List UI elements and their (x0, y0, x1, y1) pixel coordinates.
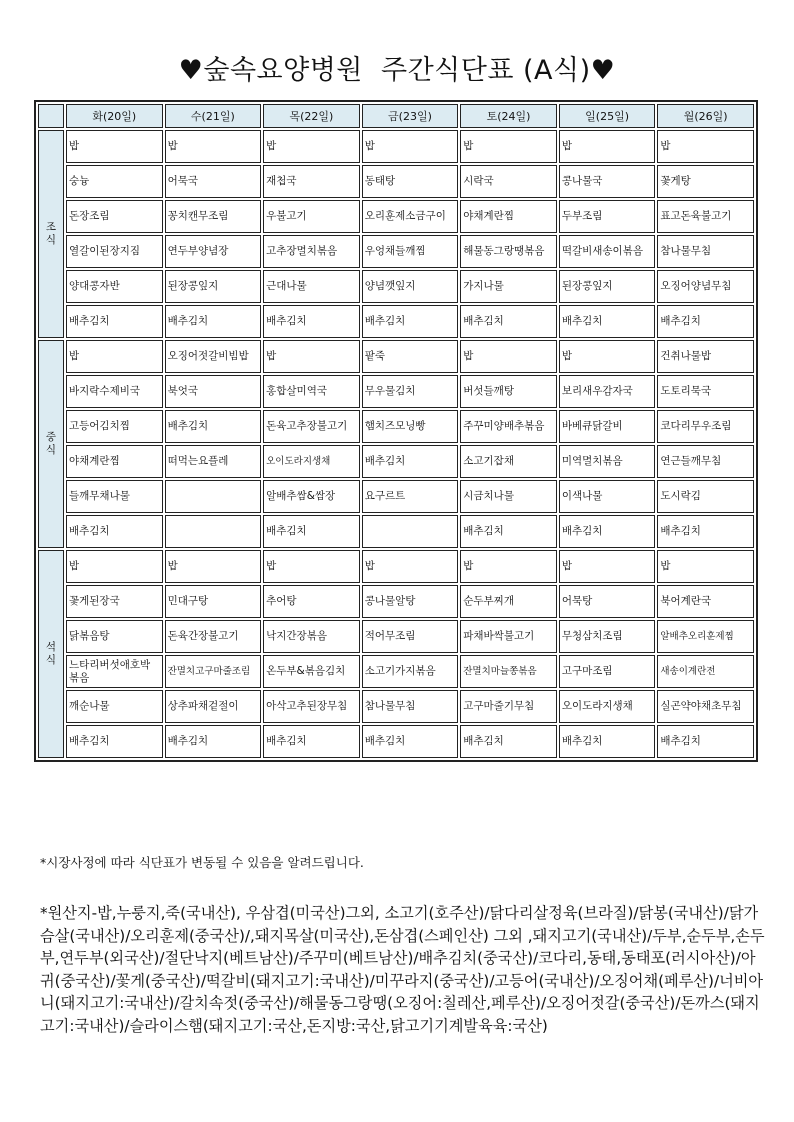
menu-cell: 추어탕 (263, 585, 360, 618)
menu-cell: 된장콩잎지 (165, 270, 262, 303)
menu-cell: 배추김치 (263, 305, 360, 338)
menu-cell: 밥 (263, 340, 360, 373)
menu-cell: 도토리묵국 (657, 375, 754, 408)
menu-cell: 상추파채겉절이 (165, 690, 262, 723)
menu-cell: 잔멸치마늘쫑볶음 (460, 655, 557, 688)
menu-cell: 오이도라지생채 (559, 690, 656, 723)
menu-cell: 파채바싹불고기 (460, 620, 557, 653)
day-header: 토(24일) (460, 104, 557, 128)
meal-label (38, 340, 64, 548)
meal-label-bottom: 식 (45, 234, 57, 246)
menu-cell: 소고기잡채 (460, 445, 557, 478)
menu-cell: 밥 (460, 340, 557, 373)
menu-row (38, 235, 754, 268)
menu-cell: 오징어젓갈비빔밥 (165, 340, 262, 373)
meal-label-bottom: 식 (45, 654, 57, 666)
menu-cell: 낙지간장볶음 (263, 620, 360, 653)
menu-cell: 알배추쌈&쌈장 (263, 480, 360, 513)
menu-cell: 두부조림 (559, 200, 656, 233)
menu-cell: 밥 (362, 130, 459, 163)
menu-cell: 밥 (657, 130, 754, 163)
menu-cell: 밥 (460, 550, 557, 583)
menu-cell: 고등어김치찜 (66, 410, 163, 443)
menu-cell: 야채계란찜 (66, 445, 163, 478)
menu-row (38, 375, 754, 408)
day-header: 일(25일) (559, 104, 656, 128)
menu-cell: 열갈이된장지짐 (66, 235, 163, 268)
menu-cell: 밥 (362, 550, 459, 583)
menu-cell: 참나물무침 (657, 235, 754, 268)
meal-label-top: 중 (45, 431, 57, 443)
menu-row (38, 130, 754, 163)
menu-cell: 밥 (657, 550, 754, 583)
menu-cell: 양념깻잎지 (362, 270, 459, 303)
menu-row (38, 410, 754, 443)
menu-row (38, 515, 754, 548)
menu-cell: 밥 (559, 340, 656, 373)
menu-row (38, 690, 754, 723)
page-title: ♥숲속요양병원 주간식단표 (A식)♥ (178, 55, 616, 86)
menu-cell: 무우물김치 (362, 375, 459, 408)
menu-cell: 오징어양념무침 (657, 270, 754, 303)
meal-label-bottom: 식 (45, 444, 57, 456)
menu-cell: 무청삼치조림 (559, 620, 656, 653)
menu-cell: 고구마조림 (559, 655, 656, 688)
menu-cell: 시락국 (460, 165, 557, 198)
menu-cell: 밥 (66, 550, 163, 583)
day-header: 수(21일) (165, 104, 262, 128)
menu-cell: 미역멸치볶음 (559, 445, 656, 478)
menu-cell: 바베큐닭갈비 (559, 410, 656, 443)
menu-cell: 깨순나물 (66, 690, 163, 723)
menu-cell: 밥 (165, 130, 262, 163)
menu-row (38, 620, 754, 653)
menu-body (38, 130, 754, 758)
menu-cell (165, 480, 262, 513)
menu-row (38, 340, 754, 373)
menu-cell: 콩나물국 (559, 165, 656, 198)
menu-cell: 콩나물알탕 (362, 585, 459, 618)
menu-cell: 밥 (263, 130, 360, 163)
menu-cell: 배추김치 (66, 305, 163, 338)
menu-cell: 배추김치 (657, 725, 754, 758)
menu-cell: 느타리버섯애호박볶음 (66, 655, 163, 688)
menu-cell: 배추김치 (559, 725, 656, 758)
menu-cell: 들깨무채나물 (66, 480, 163, 513)
menu-cell: 꽁치캔무조림 (165, 200, 262, 233)
menu-cell (165, 515, 262, 548)
menu-cell: 참나물무침 (362, 690, 459, 723)
day-header: 금(23일) (362, 104, 459, 128)
menu-cell: 배추김치 (165, 305, 262, 338)
menu-cell: 배추김치 (362, 725, 459, 758)
menu-cell: 팥죽 (362, 340, 459, 373)
menu-cell: 새송이계란전 (657, 655, 754, 688)
menu-cell: 동태탕 (362, 165, 459, 198)
menu-cell: 밥 (460, 130, 557, 163)
day-header: 월(26일) (657, 104, 754, 128)
menu-cell: 고구마줄기무침 (460, 690, 557, 723)
menu-row (38, 305, 754, 338)
menu-cell: 이색나물 (559, 480, 656, 513)
menu-cell: 잔멸치고구마줄조림 (165, 655, 262, 688)
menu-cell: 배추김치 (165, 725, 262, 758)
menu-cell: 도시락김 (657, 480, 754, 513)
menu-cell: 고추장멸치볶음 (263, 235, 360, 268)
menu-cell: 배추김치 (460, 725, 557, 758)
menu-cell (362, 515, 459, 548)
menu-cell: 밥 (66, 130, 163, 163)
menu-cell: 민대구탕 (165, 585, 262, 618)
menu-cell: 우불고기 (263, 200, 360, 233)
menu-cell: 가지나물 (460, 270, 557, 303)
menu-row (38, 200, 754, 233)
menu-cell: 바지락수제비국 (66, 375, 163, 408)
menu-cell: 배추김치 (657, 515, 754, 548)
menu-cell: 떠먹는요플레 (165, 445, 262, 478)
meal-label-top: 석 (45, 641, 57, 653)
change-notice: *시장사정에 따라 식단표가 변동될 수 있음을 알려드립니다. (40, 855, 364, 870)
origin-notice: *원산지-밥,누룽지,죽(국내산), 우삼겹(미국산)그외, 소고기(호주산)/닭다리살정육(브라질)/닭봉(국내산)/닭가슴살(국내산)/오리훈제(중국산)/,돼지목살(미국산),돈삼겹(스페인산) 그외 ,돼지고기(국내산)/두부,순두부,손두부,연두부(외국산)/절단낙지(베트남산)/주꾸미(베트남산)/배추김치(중국산)/코다리,동태,동태포(러시아산)/아귀(중국산)/꽃게(중국산)/떡갈비(돼지고기:국내산)/미꾸라지(중국산)/고등어(국내산)/오징어채(페루산)/너비아니(돼지고기:국내산)/갈치속젓(중국산)/해물동그랑땡(오징어:칠레산,페루산)/오징어젓갈(중국산)/돈까스(돼지고기:국내산)/슬라이스햄(돼지고기:국산,돈지방:국산,닭고기기계발육육:국산) (40, 904, 765, 1035)
menu-cell: 배추김치 (165, 410, 262, 443)
menu-cell: 오리훈제소금구이 (362, 200, 459, 233)
menu-cell: 배추김치 (657, 305, 754, 338)
day-header-row (38, 104, 754, 128)
weekly-menu-table (34, 100, 758, 762)
menu-row (38, 725, 754, 758)
menu-cell: 돈육간장불고기 (165, 620, 262, 653)
menu-cell: 어묵국 (165, 165, 262, 198)
menu-cell: 표고돈육불고기 (657, 200, 754, 233)
menu-cell: 연근들깨무침 (657, 445, 754, 478)
menu-cell: 연두부양념장 (165, 235, 262, 268)
menu-cell: 밥 (165, 550, 262, 583)
menu-cell: 코다리무우조림 (657, 410, 754, 443)
menu-cell: 재첩국 (263, 165, 360, 198)
menu-cell: 배추김치 (460, 515, 557, 548)
menu-cell: 야채계란찜 (460, 200, 557, 233)
menu-cell: 밥 (66, 340, 163, 373)
menu-row (38, 550, 754, 583)
menu-cell: 돈장조림 (66, 200, 163, 233)
menu-cell: 온두부&볶음김치 (263, 655, 360, 688)
day-header: 목(22일) (263, 104, 360, 128)
meal-label (38, 130, 64, 338)
menu-cell: 아삭고추된장무침 (263, 690, 360, 723)
menu-cell: 요구르트 (362, 480, 459, 513)
menu-cell: 홍합살미역국 (263, 375, 360, 408)
menu-row (38, 445, 754, 478)
menu-cell: 돈육고추장불고기 (263, 410, 360, 443)
menu-table-wrapper (34, 100, 758, 762)
menu-cell: 양대콩자반 (66, 270, 163, 303)
menu-cell: 순두부찌개 (460, 585, 557, 618)
menu-cell: 배추김치 (362, 305, 459, 338)
menu-cell: 밥 (263, 550, 360, 583)
menu-cell: 떡갈비새송이볶음 (559, 235, 656, 268)
corner-cell (38, 104, 64, 128)
menu-cell: 된장콩잎지 (559, 270, 656, 303)
menu-cell: 배추김치 (362, 445, 459, 478)
menu-cell: 오이도라지생채 (263, 445, 360, 478)
menu-cell: 꽃게된장국 (66, 585, 163, 618)
menu-cell: 배추김치 (559, 515, 656, 548)
menu-cell: 배추김치 (263, 725, 360, 758)
menu-row (38, 165, 754, 198)
menu-row (38, 480, 754, 513)
menu-cell: 버섯들깨탕 (460, 375, 557, 408)
menu-cell: 햄치즈모닝빵 (362, 410, 459, 443)
menu-cell: 주꾸미양배추볶음 (460, 410, 557, 443)
menu-row (38, 585, 754, 618)
menu-cell: 실곤약야채초무침 (657, 690, 754, 723)
meal-label-top: 조 (45, 221, 57, 233)
menu-cell: 북어계란국 (657, 585, 754, 618)
menu-cell: 배추김치 (460, 305, 557, 338)
menu-cell: 보리새우감자국 (559, 375, 656, 408)
day-header: 화(20일) (66, 104, 163, 128)
meal-label (38, 550, 64, 758)
menu-cell: 배추김치 (66, 725, 163, 758)
menu-cell: 꽃게탕 (657, 165, 754, 198)
menu-cell: 북엇국 (165, 375, 262, 408)
menu-cell: 건취나물밥 (657, 340, 754, 373)
menu-cell: 배추김치 (263, 515, 360, 548)
menu-cell: 닭볶음탕 (66, 620, 163, 653)
menu-cell: 밥 (559, 130, 656, 163)
menu-cell: 소고기가지볶음 (362, 655, 459, 688)
menu-cell: 배추김치 (559, 305, 656, 338)
menu-cell: 밥 (559, 550, 656, 583)
menu-cell: 숭늉 (66, 165, 163, 198)
menu-cell: 어묵탕 (559, 585, 656, 618)
menu-cell: 근대나물 (263, 270, 360, 303)
menu-cell: 해물동그랑땡볶음 (460, 235, 557, 268)
menu-cell: 시금치나물 (460, 480, 557, 513)
menu-cell: 알배추오리훈제찜 (657, 620, 754, 653)
menu-row (38, 655, 754, 688)
menu-cell: 배추김치 (66, 515, 163, 548)
menu-cell: 적어무조림 (362, 620, 459, 653)
menu-cell: 우엉채들깨찜 (362, 235, 459, 268)
menu-row (38, 270, 754, 303)
